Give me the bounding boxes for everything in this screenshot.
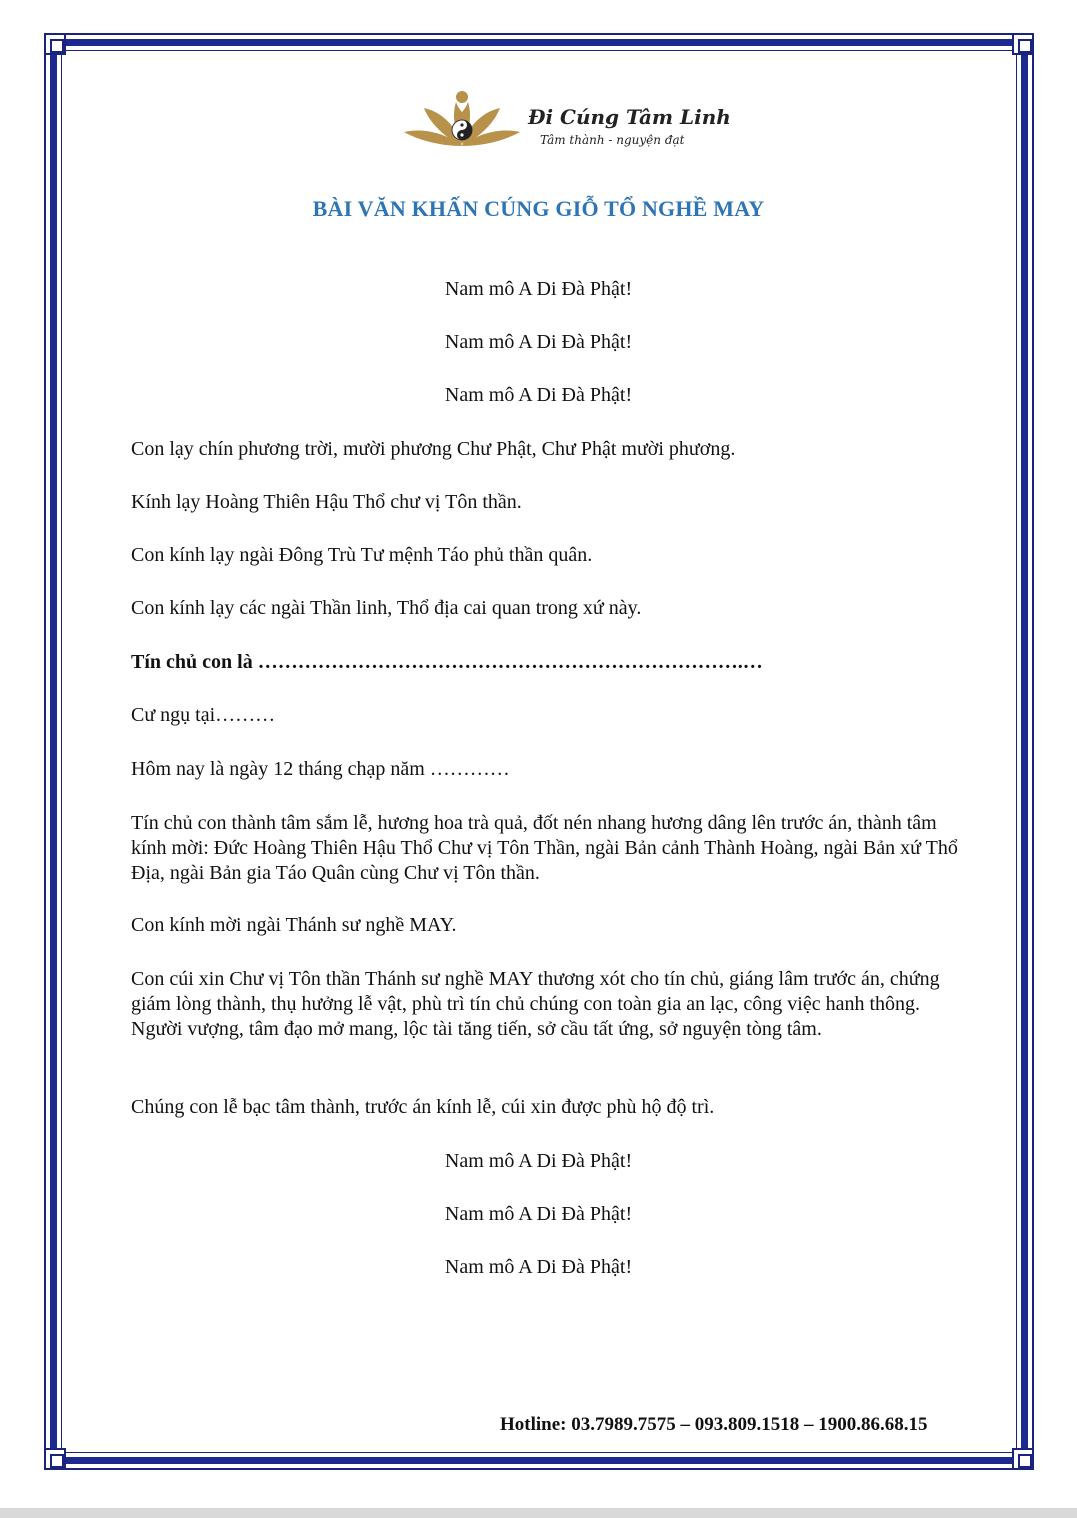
brand-name: Đi Cúng Tâm Linh — [528, 105, 731, 129]
opening-chant-3: Nam mô A Di Đà Phật! — [444, 384, 633, 406]
date-line: Hôm nay là ngày 12 tháng chạp năm ………… — [131, 758, 510, 780]
residence-line: Cư ngụ tại……… — [131, 704, 276, 726]
lotus-yin-yang-icon — [400, 88, 731, 158]
closing-chant-3: Nam mô A Di Đà Phật! — [444, 1256, 633, 1278]
prayer-line: Con kính lạy các ngài Thần linh, Thổ địa cai quan trong xứ này. — [131, 597, 642, 619]
opening-chant-2: Nam mô A Di Đà Phật! — [444, 331, 633, 353]
worshipper-name-line: Tín chủ con là ……………………………………………………………….… — [131, 651, 763, 673]
prayer-line: Con kính mời ngài Thánh sư nghề MAY. — [131, 914, 457, 936]
brand-slogan: Tâm thành - nguyện đạt — [540, 133, 685, 147]
border-corner-ornament — [44, 33, 66, 55]
border-corner-ornament — [1012, 1448, 1034, 1470]
document-title: BÀI VĂN KHẤN CÚNG GIỖ TỔ NGHỀ MAY — [312, 196, 765, 221]
opening-chant-1: Nam mô A Di Đà Phật! — [444, 278, 633, 300]
prayer-paragraph: Con cúi xin Chư vị Tôn thần Thánh sư nghề MAY thương xót cho tín chủ, giáng lâm trước án, chứng giám lòng thành, thụ hưởng lễ vật, phù trì tín chủ chúng con toàn gia an lạc, công việc hanh thông. Người vượng, tâm đạo mở mang, lộc tài tăng tiến, sở cầu tất ứng, sở nguyện tòng tâm. — [131, 968, 940, 1040]
brand-logo — [400, 88, 731, 158]
prayer-line: Con kính lạy ngài Đông Trù Tư mệnh Táo phủ thần quân. — [131, 544, 593, 566]
hotline: Hotline: 03.7989.7575 – 093.809.1518 – 1900.86.68.15 — [500, 1414, 928, 1435]
border-corner-ornament — [1012, 33, 1034, 55]
prayer-line: Chúng con lễ bạc tâm thành, trước án kính lễ, cúi xin được phù hộ độ trì. — [131, 1096, 715, 1118]
closing-chant-1: Nam mô A Di Đà Phật! — [444, 1150, 633, 1172]
page-bottom-edge — [0, 1508, 1077, 1518]
prayer-line: Con lạy chín phương trời, mười phương Chư Phật, Chư Phật mười phương. — [131, 438, 736, 460]
prayer-line: Kính lạy Hoàng Thiên Hậu Thổ chư vị Tôn thần. — [131, 491, 522, 513]
prayer-paragraph: Tín chủ con thành tâm sắm lễ, hương hoa trà quả, đốt nén nhang hương dâng lên trước án, thành tâm kính mời: Đức Hoàng Thiên Hậu Thổ Chư vị Tôn Thần, ngài Bản cảnh Thành Hoàng, ngài Bản xứ Thổ Địa, ngài Bản gia Táo Quân cùng Chư vị Tôn thần. — [131, 812, 958, 884]
closing-chant-2: Nam mô A Di Đà Phật! — [444, 1203, 633, 1225]
border-corner-ornament — [44, 1448, 66, 1470]
page-border-inner — [61, 50, 1017, 1453]
